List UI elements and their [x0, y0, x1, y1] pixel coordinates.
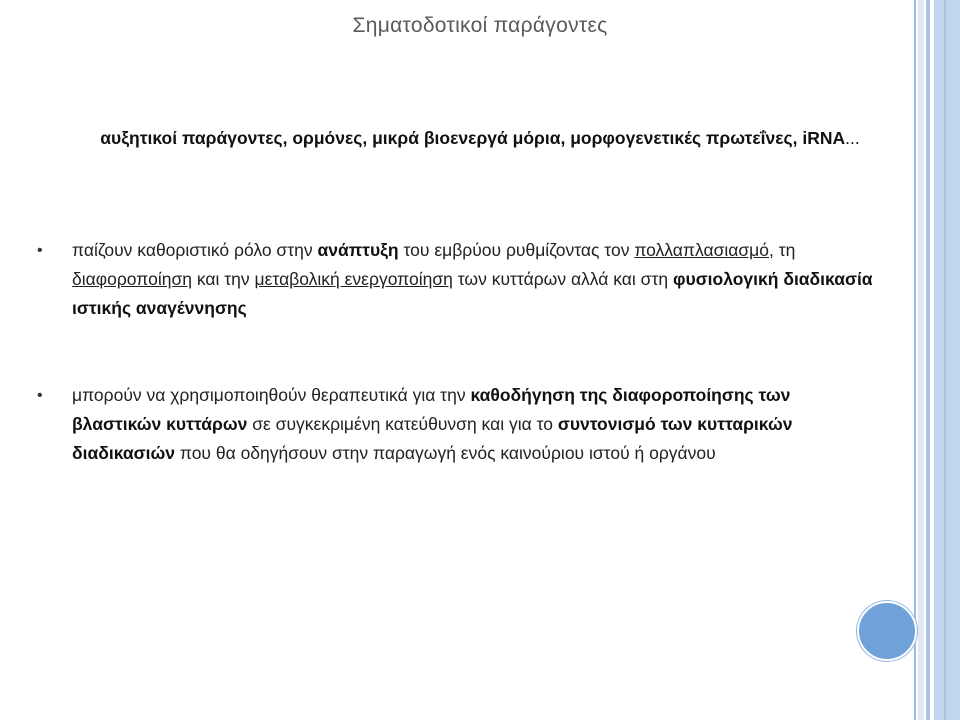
bullet-marker: • — [37, 387, 43, 404]
bullet-item-2 — [37, 381, 882, 468]
slide-subtitle — [80, 124, 880, 152]
highlight-cellular-coordination: συντονισμό των κυτταρικών διαδικασιών — [72, 414, 793, 463]
bullet-item-1 — [37, 236, 882, 323]
highlight-development: ανάπτυξη — [317, 240, 399, 260]
underlined-differentiation: διαφοροποίηση — [72, 269, 192, 289]
decorative-circle — [857, 601, 917, 661]
bullet-marker: • — [37, 242, 43, 259]
subtitle-ellipsis: ... — [845, 128, 860, 148]
highlight-tissue-regeneration: φυσιολογική διαδικασία ιστικής αναγέννησης — [72, 269, 873, 318]
decorative-stripes — [914, 0, 960, 720]
underlined-proliferation: πολλαπλασιασμό — [634, 240, 769, 260]
bullet-1-text: παίζουν καθοριστικό ρόλο στην ανάπτυξη του εμβρύου ρυθμίζοντας τον πολλαπλασιασμό, τη διαφοροποίηση και την μεταβολική ενεργοποίηση των κυττάρων αλλά και στη φυσιολογική διαδικασία ιστικής αναγέννησης — [72, 240, 873, 318]
slide-title: Σηματοδοτικοί παράγοντες — [352, 14, 608, 37]
subtitle-bold-text: αυξητικοί παράγοντες, ορμόνες, μικρά βιοενεργά μόρια, μορφογενετικές πρωτεΐνες, iRNA — [100, 128, 846, 148]
underlined-metabolic-activation: μεταβολική ενεργοποίηση — [254, 269, 453, 289]
bullet-2-text: μπορούν να χρησιμοποιηθούν θεραπευτικά για την καθοδήγηση της διαφοροποίησης των βλαστικών κυττάρων σε συγκεκριμένη κατεύθυνση και για το συντονισμό των κυτταρικών διαδικασιών που θα οδηγήσουν στην παραγωγή ενός καινούριου ιστού ή οργάνου — [72, 385, 793, 463]
highlight-stem-cell-guidance: καθοδήγηση της διαφοροποίησης των βλαστικών κυττάρων — [72, 385, 791, 434]
